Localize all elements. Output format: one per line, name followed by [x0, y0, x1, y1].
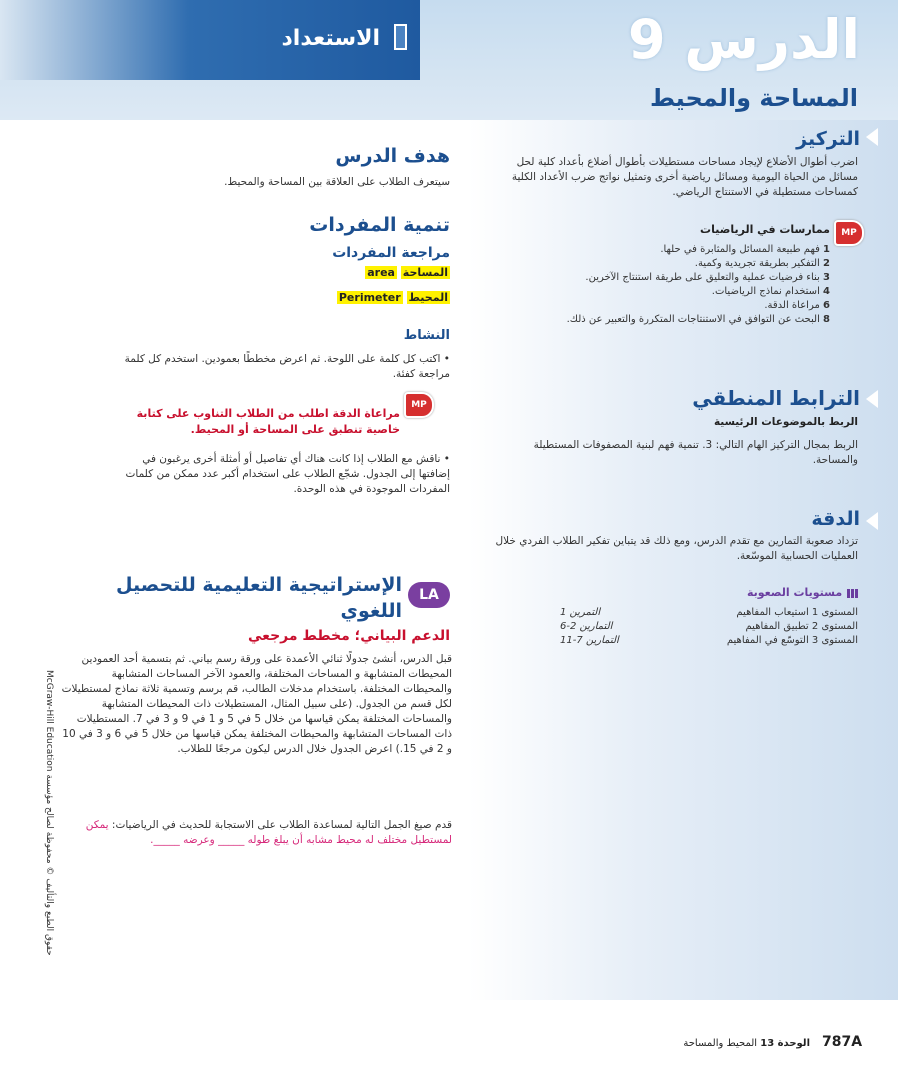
- math-practices-icon: MP: [834, 220, 864, 246]
- coherence-subtitle: الربط بالموضوعات الرئيسية: [713, 416, 858, 428]
- table-row: المستوى 1 استيعاب المفاهيم التمرين 1: [560, 607, 858, 618]
- list-item: 3 بناء فرضيات عملية والتعليق على طريقة استنتاج الآخرين.: [585, 272, 830, 283]
- levels-title: مستويات الصعوبة: [660, 586, 858, 599]
- strategy-para-2: قدم صيغ الجمل التالية لمساعدة الطلاب على الاستجابة للحديث في الرياضيات: يمكن لمستطيل مختلف له محيط مشابه أن يبلغ طوله _____ وعرضه _____.: [85, 819, 452, 846]
- ready-checkbox-icon: [394, 24, 407, 50]
- rigor-title: الدقة: [811, 508, 860, 530]
- practices-title: ممارسات في الرياضيات: [700, 223, 830, 236]
- section-arrow-icon: [866, 128, 878, 146]
- lesson-title: الدرس 9: [628, 8, 860, 71]
- strategy-para-1: قبل الدرس، أنشئ جدولًا ثنائي الأعمدة على ورقة رسم بياني. ثم بتسمية أحد العمودين المحيطات المتشابهة و المساحات المختلفة، والعمود الآخر المساحات المتشابهة والمحيطات المختلفة. باستخدام مدخلات الطالب، قم برسم وتسمية ثلاثة نماذج لمستطيلات لكل قسم من الجدول. (على سبيل المثال، المستطيلات ذات المحيطات المتشابهة والمساحات المختلفة يمكن قياسها من خلال 5 في 5 و 1 في 9 و 3 في 7. المستطيلات ذات المساحات المتشابهة والمحيطات المختلفة يمكن قياسها من خلال 5 في 6 و 3 في 10 و 2 في 15.) اعرض الجدول خلال الدرس ليكون مرجعًا للطلاب.: [61, 653, 452, 755]
- vocab-word-area: المساحة area: [367, 266, 448, 279]
- table-row: المستوى 3 التوسّع في المفاهيم التمارين 7-11: [560, 635, 858, 646]
- objective-title: هدف الدرس: [335, 145, 450, 167]
- coherence-body: الربط بمجال التركيز الهام التالي: 3. تنمية فهم لبنية المصفوفات المستطيلة والمساحة.: [533, 439, 858, 466]
- levels-table: [560, 606, 858, 648]
- activity-bullet-1: • اكتب كل كلمة على اللوحة. ثم اعرض مخططًا بعمودين. استخدم كل كلمة مراجعة كفئة.: [124, 353, 450, 380]
- list-item: 2 التفكير بطريقة تجريدية وكمية.: [694, 258, 830, 269]
- levels-icon: [855, 589, 858, 598]
- rigor-body: تزداد صعوبة التمارين مع تقدم الدرس، ومع ذلك قد يتباين تفكير الطلاب الفردي خلال العمليات الحسابية الموسّعة.: [495, 535, 858, 562]
- strategy-title: الإستراتيجية التعليمية للتحصيل اللغوي: [116, 574, 402, 622]
- vocab-review-title: مراجعة المفردات: [332, 245, 450, 261]
- coherence-title: الترابط المنطقي: [692, 386, 860, 410]
- ready-title: الاستعداد: [281, 26, 380, 51]
- list-item: 8 البحث عن التوافق في الاستنتاجات المتكررة والتعبير عن ذلك.: [566, 314, 830, 325]
- activity-bullet-3: • ناقش مع الطلاب إذا كانت هناك أي تفاصيل أو أمثلة أخرى يرغبون في إضافتها إلى الجدول. شجّع الطلاب على استخدام أكبر عدد ممكن من كلمات المفردات الموجودة في هذه الوحدة.: [125, 453, 450, 495]
- language-acquisition-badge: LA: [408, 582, 450, 608]
- practices-list: [500, 243, 830, 327]
- focus-title: التركيز: [796, 128, 860, 150]
- focus-body: اضرب أطوال الأضلاع لإيجاد مساحات مستطيلات بأطوال أضلاع بأعداد كلية لحل مسائل من الحياة اليومية ومسائل رياضية أخرى وتمثيل نواتج ضرب الأعداد الكلية كمساحات مستطيلة في الاستنتاج الرياضي.: [511, 156, 858, 198]
- strategy-subtitle: الدعم البياني؛ مخطط مرجعي: [248, 628, 450, 644]
- activity-title: النشاط: [403, 328, 450, 343]
- vocab-word-perimeter: المحيط Perimeter: [338, 291, 448, 304]
- objective-body: سيتعرف الطلاب على العلاقة بين المساحة والمحيط.: [224, 176, 450, 188]
- copyright-credit: حقوق الطبع والتأليف © محفوظة لصالح مؤسسة McGraw-Hill Education: [44, 670, 54, 956]
- lesson-subtitle: المساحة والمحيط: [649, 84, 858, 112]
- list-item: 1 فهم طبيعة المسائل والمثابرة في حلها.: [660, 244, 830, 255]
- vocabulary-title: تنمية المفردات: [309, 214, 450, 236]
- footer-unit: الوحدة 13 المحيط والمساحة: [683, 1038, 810, 1049]
- math-practices-icon: MP: [404, 392, 434, 418]
- section-arrow-icon: [866, 390, 878, 408]
- activity-bullet-2: مراعاة الدقة اطلب من الطلاب التناوب على كتابة خاصية تنطبق على المساحة أو المحيط.: [136, 407, 400, 436]
- section-arrow-icon: [866, 512, 878, 530]
- list-item: 6 مراعاة الدقة.: [764, 300, 830, 311]
- table-row: المستوى 2 تطبيق المفاهيم التمارين 2-6: [560, 621, 858, 632]
- page-number: 787A: [822, 1034, 863, 1050]
- list-item: 4 استخدام نماذج الرياضيات.: [711, 286, 830, 297]
